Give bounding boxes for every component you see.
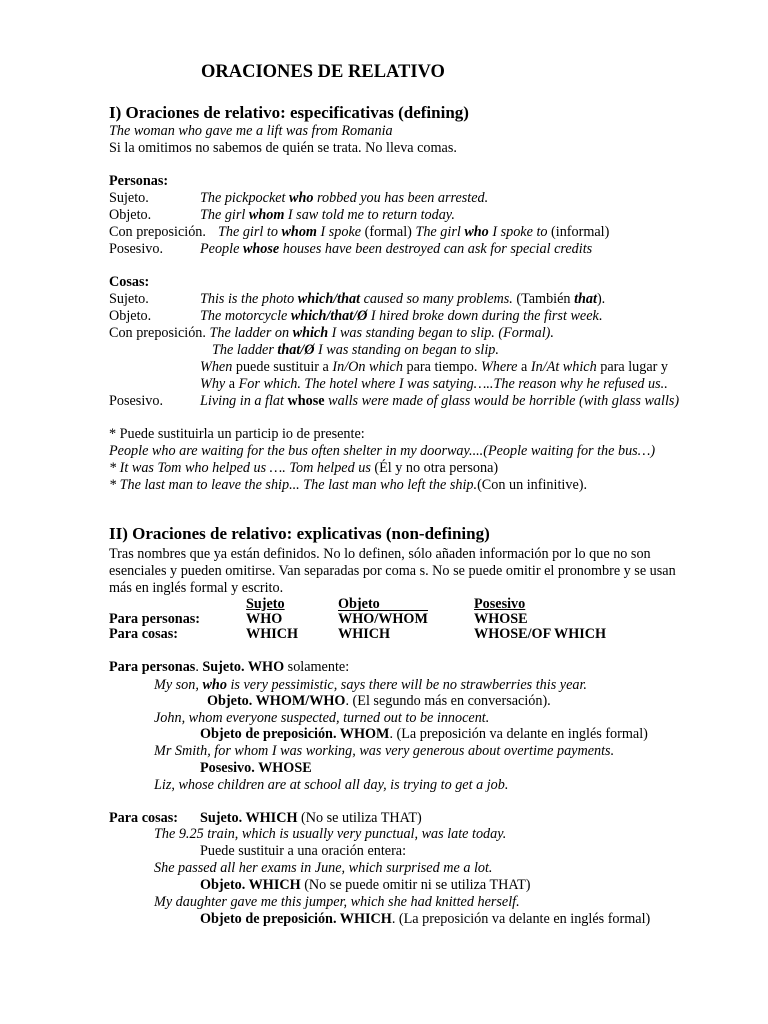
table-header-posesivo: Posesivo bbox=[474, 596, 526, 612]
personas-nd-posesivo-rule: Posesivo. WHOSE bbox=[200, 760, 312, 776]
cosas-nd-example-3: My daughter gave me this jumper, which she had knitted herself. bbox=[154, 894, 520, 910]
table-cell: WHICH bbox=[338, 626, 391, 642]
table-cell: WHO bbox=[246, 611, 283, 627]
cosas-sujeto-label: Sujeto. bbox=[109, 291, 149, 307]
table-row-cosas-label: Para cosas: bbox=[109, 626, 178, 642]
personas-nd-example-1: My son, who is very pessimistic, says there will be no strawberries this year. bbox=[154, 677, 587, 693]
cosas-why-note: Why a For which. The hotel where I was satying…..The reason why he refused us.. bbox=[200, 376, 668, 392]
personas-posesivo-example: People whose houses have been destroyed can ask for special credits bbox=[200, 241, 593, 257]
participio-note: * Puede sustituirla un particip io de presente: bbox=[109, 426, 365, 442]
cosas-nd-prep-rule: Objeto de preposición. WHICH. (La preposición va delante en inglés formal) bbox=[200, 911, 651, 927]
section-1-heading: I) Oraciones de relativo: especificativas (defining) bbox=[109, 103, 469, 122]
page-title: ORACIONES DE RELATIVO bbox=[201, 62, 445, 82]
cosas-nd-example-1: The 9.25 train, which is usually very punctual, was late today. bbox=[154, 826, 507, 842]
table-cell: WHOSE/OF WHICH bbox=[474, 626, 607, 642]
personas-heading: Personas: bbox=[109, 173, 169, 189]
section-2-paragraph-line-3: más en inglés formal y escrito. bbox=[109, 580, 284, 596]
personas-nd-example-4: Liz, whose children are at school all day, is trying to get a job. bbox=[154, 777, 509, 793]
cosas-nd-objeto-rule: Objeto. WHICH (No se puede omitir ni se utiliza THAT) bbox=[200, 877, 531, 893]
cosas-objeto-example: The motorcycle which/that/Ø I hired broke down during the first week. bbox=[200, 308, 603, 324]
tom-example: * It was Tom who helped us …. Tom helped us (Él y no otra persona) bbox=[109, 460, 499, 476]
personas-nd-example-3: Mr Smith, for whom I was working, was very generous about overtime payments. bbox=[154, 743, 615, 759]
cosas-heading: Cosas: bbox=[109, 274, 150, 290]
cosas-nd-heading: Para cosas: bbox=[109, 810, 178, 826]
personas-nd-prep-rule: Objeto de preposición. WHOM. (La preposición va delante en inglés formal) bbox=[200, 726, 648, 742]
table-cell: WHOSE bbox=[474, 611, 528, 627]
personas-sujeto-example: The pickpocket who robbed you has been arrested. bbox=[200, 190, 489, 206]
participio-example: People who are waiting for the bus often shelter in my doorway....(People waiting for the bus…) bbox=[109, 443, 656, 459]
personas-nd-heading: Para personas. Sujeto. WHO solamente: bbox=[109, 659, 350, 675]
table-header-objeto: Objeto bbox=[338, 596, 380, 612]
table-cell: WHICH bbox=[246, 626, 299, 642]
personas-sujeto-label: Sujeto. bbox=[109, 190, 149, 206]
section-1-example: The woman who gave me a lift was from Romania bbox=[109, 123, 393, 139]
table-header-objeto-underline bbox=[338, 596, 428, 611]
table-row-personas-label: Para personas: bbox=[109, 611, 201, 627]
cosas-posesivo-example: Living in a flat whose walls were made of glass would be horrible (with glass walls) bbox=[200, 393, 680, 409]
personas-objeto-example: The girl whom I saw told me to return today. bbox=[200, 207, 455, 223]
cosas-when-note: When puede sustituir a In/On which para tiempo. Where a In/At which para lugar y bbox=[200, 359, 669, 375]
personas-objeto-label: Objeto. bbox=[109, 207, 152, 223]
cosas-prep-example-informal: The ladder that/Ø I was standing on began to slip. bbox=[212, 342, 499, 358]
personas-prep-example: The girl to whom I spoke (formal) The girl who I spoke to (informal) bbox=[218, 224, 610, 240]
table-header-sujeto: Sujeto bbox=[246, 596, 285, 612]
section-1-note: Si la omitimos no sabemos de quién se trata. No lleva comas. bbox=[109, 140, 457, 156]
cosas-prep-example-formal: Con preposición. The ladder on which I was standing began to slip. (Formal). bbox=[109, 325, 554, 341]
section-2-paragraph-line-1: Tras nombres que ya están definidos. No lo definen, sólo añaden información por lo que no son bbox=[109, 546, 651, 562]
last-man-example: * The last man to leave the ship... The last man who left the ship.(Con un infinitive). bbox=[109, 477, 588, 493]
section-2-paragraph-line-2: esenciales y pueden omitirse. Van separadas por coma s. No se puede omitir el pronombre y se usan bbox=[109, 563, 676, 579]
cosas-nd-sustituir-note: Puede sustituir a una oración entera: bbox=[200, 843, 407, 859]
cosas-nd-example-2: She passed all her exams in June, which surprised me a lot. bbox=[154, 860, 493, 876]
cosas-sujeto-example: This is the photo which/that caused so many problems. (También that). bbox=[200, 291, 606, 307]
personas-nd-objeto-rule: Objeto. WHOM/WHO. (El segundo más en conversación). bbox=[207, 693, 551, 709]
personas-prep-label: Con preposición. bbox=[109, 224, 206, 240]
cosas-posesivo-label: Posesivo. bbox=[109, 393, 163, 409]
table-cell: WHO/WHOM bbox=[338, 611, 428, 627]
cosas-nd-sujeto-rule: Sujeto. WHICH (No se utiliza THAT) bbox=[200, 810, 422, 826]
section-2-heading: II) Oraciones de relativo: explicativas (non-defining) bbox=[109, 524, 490, 543]
personas-nd-example-2: John, whom everyone suspected, turned out to be innocent. bbox=[154, 710, 490, 726]
personas-posesivo-label: Posesivo. bbox=[109, 241, 163, 257]
cosas-objeto-label: Objeto. bbox=[109, 308, 152, 324]
